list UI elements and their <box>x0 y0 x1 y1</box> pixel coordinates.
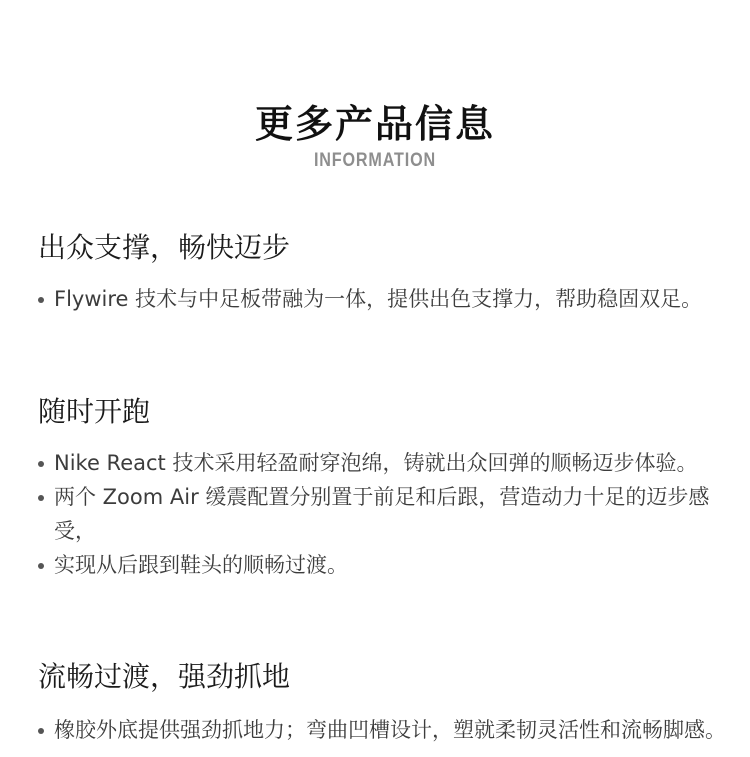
section-heading: 出众支撑，畅快迈步 <box>38 231 291 264</box>
bullet-item: 两个 Zoom Air 缓震配置分别置于前足和后跟，营造动力十足的迈步感受， <box>38 480 728 548</box>
section-heading: 随时开跑 <box>38 395 151 428</box>
bullet-item: Nike React 技术采用轻盈耐穿泡绵，铸就出众回弹的顺畅迈步体验。 <box>38 446 728 480</box>
section-traction <box>38 659 728 747</box>
info-header <box>0 100 750 172</box>
section-running <box>38 394 728 582</box>
section-heading: 流畅过渡，强劲抓地 <box>38 660 291 693</box>
bullet-list <box>38 713 728 747</box>
page-title: 更多产品信息 <box>254 102 495 146</box>
bullet-list <box>38 446 728 582</box>
bullet-list <box>38 282 728 316</box>
section-support <box>38 230 728 316</box>
bullet-item: Flywire 技术与中足板带融为一体，提供出色支撑力，帮助稳固双足。 <box>38 282 728 316</box>
page-subtitle: INFORMATION <box>313 150 437 171</box>
bullet-item: 实现从后跟到鞋头的顺畅过渡。 <box>38 548 728 582</box>
bullet-item: 橡胶外底提供强劲抓地力；弯曲凹槽设计，塑就柔韧灵活性和流畅脚感。 <box>38 713 728 747</box>
